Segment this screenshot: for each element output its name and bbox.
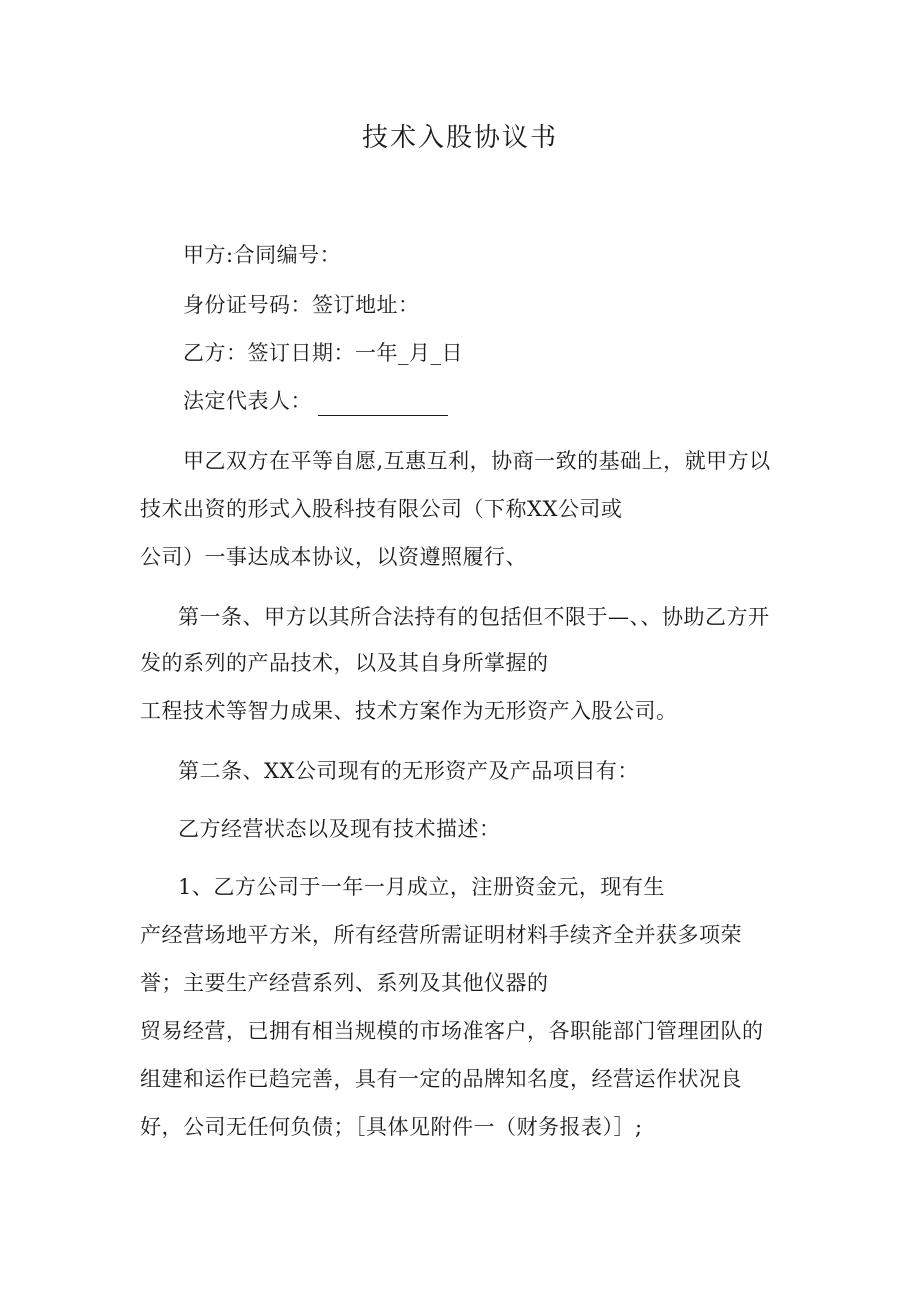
item-one-line-4: 贸易经营，已拥有相当规模的市场准客户，各职能部门管理团队的 bbox=[140, 1019, 764, 1043]
article-two: 第二条、XX公司现有的无形资产及产品项目有： bbox=[178, 759, 639, 783]
item-one-line-5: 组建和运作已趋完善，具有一定的品牌知名度，经营运作状况良 bbox=[140, 1067, 742, 1091]
paragraph-intro-line-1: 甲乙双方在平等自愿,互惠互利，协商一致的基础上，就甲方以 bbox=[183, 449, 771, 473]
item-one-line-6: 好，公司无任何负债；［具体见附件一（财务报表）］; bbox=[140, 1115, 643, 1139]
signature-blank bbox=[318, 393, 448, 416]
item-one-line-1: 1、乙方公司于一年一月成立，注册资金元，现有生 bbox=[178, 875, 665, 899]
party-b-signing-date: 乙方：签订日期：一年_月_日 bbox=[183, 341, 463, 365]
article-one-line-3: 工程技术等智力成果、技术方案作为无形资产入股公司。 bbox=[140, 699, 678, 723]
party-b-status-heading: 乙方经营状态以及现有技术描述： bbox=[178, 817, 501, 841]
item-one-line-3: 誉；主要生产经营系列、系列及其他仪器的 bbox=[140, 971, 549, 995]
legal-representative-line bbox=[183, 386, 448, 416]
item-one-line-2: 产经营场地平方米，所有经营所需证明材料手续齐全并获多项荣 bbox=[140, 923, 742, 947]
paragraph-intro-line-2: 技术出资的形式入股科技有限公司（下称XX公司或 bbox=[140, 497, 623, 521]
id-number-signing-place: 身份证号码：签订地址： bbox=[183, 293, 420, 317]
legal-representative-label: 法定代表人： bbox=[183, 389, 312, 413]
article-one-line-2: 发的系列的产品技术，以及其自身所掌握的 bbox=[140, 651, 549, 675]
document-title: 技术入股协议书 bbox=[361, 123, 558, 153]
party-a-contract-number: 甲方:合同编号： bbox=[183, 243, 342, 267]
paragraph-intro-line-3: 公司）一事达成本协议，以资遵照履行、 bbox=[140, 545, 527, 569]
article-one-line-1: 第一条、甲方以其所合法持有的包括但不限于—、、协助乙方开 bbox=[178, 605, 770, 629]
